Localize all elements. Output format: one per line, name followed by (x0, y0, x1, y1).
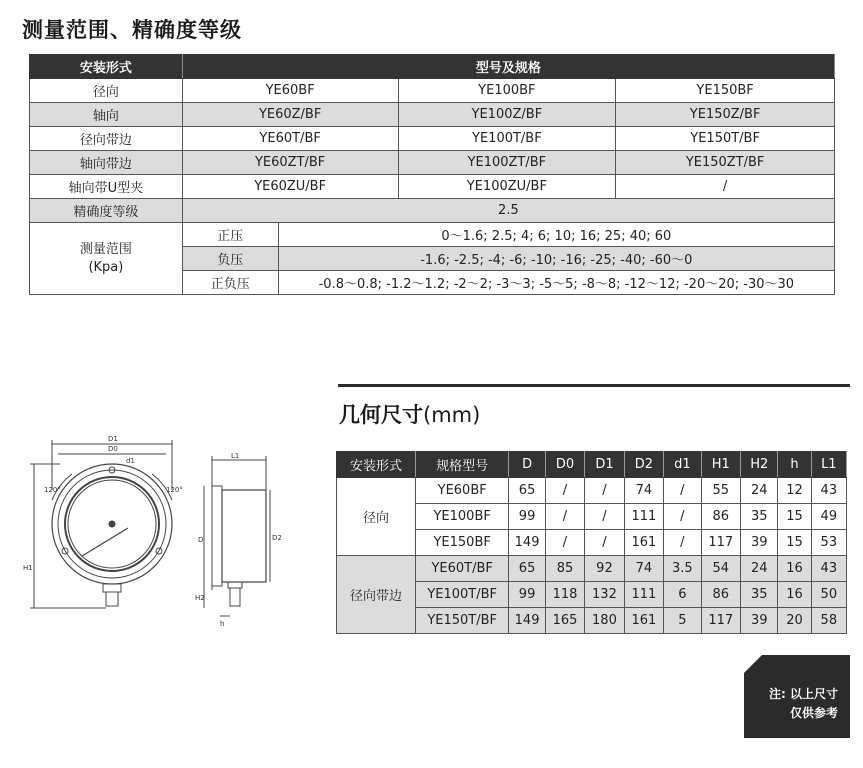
model-cell: YE100BF (398, 79, 616, 103)
range-name: 负压 (182, 247, 278, 271)
dimension-cell: 35 (741, 582, 778, 608)
dimension-cell: 43 (811, 556, 846, 582)
dimension-cell: 39 (741, 530, 778, 556)
section-title-range: 测量范围、精确度等级 (22, 18, 242, 42)
model-cell: YE100Z/BF (398, 103, 616, 127)
front-view (30, 440, 172, 608)
dimension-cell: 43 (811, 478, 846, 504)
dimension-cell: / (585, 478, 624, 504)
dimension-cell: / (545, 530, 584, 556)
accuracy-value: 2.5 (182, 199, 834, 223)
dimension-cell: 74 (624, 478, 663, 504)
dimension-cell: 99 (509, 582, 545, 608)
model-cell: YE150ZT/BF (616, 151, 835, 175)
dimension-cell: 92 (585, 556, 624, 582)
model-cell: YE100BF (415, 504, 508, 530)
dimension-cell: / (545, 504, 584, 530)
side-view (204, 456, 270, 616)
row-type: 轴向带边 (30, 151, 183, 175)
dimension-cell: 161 (624, 530, 663, 556)
section-divider (338, 384, 850, 387)
range-name: 正压 (182, 223, 278, 247)
dimension-cell: 111 (624, 582, 663, 608)
dimension-cell: 53 (811, 530, 846, 556)
table-row (337, 556, 847, 582)
dimension-cell: 65 (509, 478, 545, 504)
range-label (30, 223, 183, 295)
group-type: 径向带边 (337, 556, 416, 634)
dimensions-table (336, 451, 847, 634)
dimension-cell: 165 (545, 608, 584, 634)
row-type: 轴向带U型夹 (30, 175, 183, 199)
dims-header: L1 (811, 452, 846, 478)
dimension-cell: 49 (811, 504, 846, 530)
dimensions-title-text: 几何尺寸 (339, 403, 423, 427)
dimension-cell: 58 (811, 608, 846, 634)
dimension-cell: 39 (741, 608, 778, 634)
dimension-cell: 118 (545, 582, 584, 608)
row-type: 径向带边 (30, 127, 183, 151)
dimension-cell: / (545, 478, 584, 504)
model-cell: YE60ZU/BF (182, 175, 398, 199)
dimension-cell: 149 (509, 608, 545, 634)
model-cell: YE60BF (182, 79, 398, 103)
model-cell: YE100ZU/BF (398, 175, 616, 199)
dims-header: D0 (545, 452, 584, 478)
dimension-cell: 99 (509, 504, 545, 530)
range-label-line1: 测量范围 (79, 241, 132, 257)
dimension-cell: / (664, 530, 701, 556)
dims-header: D1 (585, 452, 624, 478)
dimension-cell: / (664, 504, 701, 530)
dimension-cell: / (664, 478, 701, 504)
dims-header: 规格型号 (415, 452, 508, 478)
model-cell: YE60Z/BF (182, 103, 398, 127)
dims-header: 安装形式 (337, 452, 416, 478)
accuracy-label: 精确度等级 (30, 199, 183, 223)
header-model: 型号及规格 (182, 55, 834, 79)
dimension-cell: 85 (545, 556, 584, 582)
label-H2: H2 (195, 594, 205, 602)
model-cell: YE150T/BF (415, 608, 508, 634)
note-line1: 注: 以上尺寸 (769, 687, 838, 701)
model-cell: / (616, 175, 835, 199)
note-line2: 仅供参考 (789, 706, 838, 720)
spec-table (29, 54, 835, 295)
dimension-cell: 86 (701, 582, 740, 608)
dims-header: H2 (741, 452, 778, 478)
dimension-cell: 35 (741, 504, 778, 530)
model-cell: YE150T/BF (616, 127, 835, 151)
range-label-unit: (Kpa) (88, 259, 124, 275)
dimension-cell: 16 (778, 556, 811, 582)
dimension-cell: 15 (778, 504, 811, 530)
dimension-cell: 86 (701, 504, 740, 530)
note-box (744, 655, 850, 738)
model-cell: YE150Z/BF (616, 103, 835, 127)
range-value: 0～1.6; 2.5; 4; 6; 10; 16; 25; 40; 60 (278, 223, 834, 247)
dimension-cell: 111 (624, 504, 663, 530)
dimension-cell: 24 (741, 556, 778, 582)
dimension-cell: 149 (509, 530, 545, 556)
dimension-cell: 3.5 (664, 556, 701, 582)
dimension-cell: 24 (741, 478, 778, 504)
dimension-cell: 132 (585, 582, 624, 608)
label-angle-right: 120° (166, 486, 183, 494)
dims-header: D (509, 452, 545, 478)
dims-header: h (778, 452, 811, 478)
range-value: -0.8～0.8; -1.2～1.2; -2～2; -3～3; -5～5; -8～8; -12～12; -20～20; -30～30 (278, 271, 834, 295)
label-H1: H1 (23, 564, 33, 572)
dimension-cell: 74 (624, 556, 663, 582)
group-type: 径向 (337, 478, 416, 556)
model-cell: YE60T/BF (415, 556, 508, 582)
dimension-cell: 16 (778, 582, 811, 608)
dimension-cell: 55 (701, 478, 740, 504)
dimensions-unit: (mm) (423, 403, 481, 427)
model-cell: YE150BF (616, 79, 835, 103)
dims-header: D2 (624, 452, 663, 478)
model-cell: YE100T/BF (415, 582, 508, 608)
header-mount: 安装形式 (30, 55, 183, 79)
dims-header: H1 (701, 452, 740, 478)
dimension-cell: 20 (778, 608, 811, 634)
range-name: 正负压 (182, 271, 278, 295)
dimension-cell: 161 (624, 608, 663, 634)
dimension-cell: 180 (585, 608, 624, 634)
dimension-cell: 5 (664, 608, 701, 634)
section-title-dimensions (339, 399, 480, 429)
label-L1: L1 (231, 452, 240, 460)
range-value: -1.6; -2.5; -4; -6; -10; -16; -25; -40; -60～0 (278, 247, 834, 271)
model-cell: YE100T/BF (398, 127, 616, 151)
model-cell: YE150BF (415, 530, 508, 556)
label-D: D (198, 536, 204, 544)
label-D1: D1 (108, 435, 118, 443)
dimension-cell: 50 (811, 582, 846, 608)
dimension-cell: 15 (778, 530, 811, 556)
label-h: h (220, 620, 225, 628)
label-D2: D2 (272, 534, 282, 542)
row-type: 径向 (30, 79, 183, 103)
model-cell: YE60T/BF (182, 127, 398, 151)
dims-header: d1 (664, 452, 701, 478)
dimension-cell: / (585, 530, 624, 556)
label-D0: D0 (108, 445, 118, 453)
dimension-cell: 54 (701, 556, 740, 582)
row-type: 轴向 (30, 103, 183, 127)
gauge-dimension-drawing (20, 430, 280, 640)
model-cell: YE60BF (415, 478, 508, 504)
label-d1: d1 (126, 457, 135, 465)
model-cell: YE60ZT/BF (182, 151, 398, 175)
dimension-cell: 6 (664, 582, 701, 608)
label-angle-left: 120° (44, 486, 61, 494)
dimension-cell: / (585, 504, 624, 530)
dimension-cell: 117 (701, 608, 740, 634)
model-cell: YE100ZT/BF (398, 151, 616, 175)
table-row (337, 478, 847, 504)
dimension-cell: 117 (701, 530, 740, 556)
dimension-cell: 12 (778, 478, 811, 504)
dimension-cell: 65 (509, 556, 545, 582)
